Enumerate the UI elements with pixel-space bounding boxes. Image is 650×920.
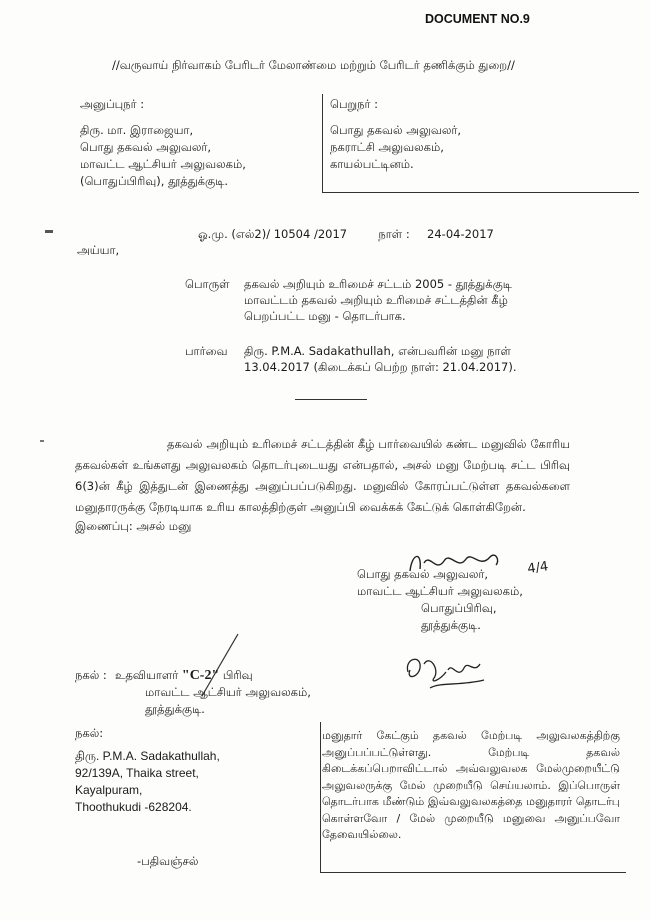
sender-line: திரு. மா. இராஜையா, [80, 123, 194, 137]
document-number: DOCUMENT NO.9 [425, 12, 530, 26]
subject-label: பொருள் [185, 277, 230, 291]
signature-block [357, 566, 557, 634]
reference-line [198, 226, 494, 243]
copy-clerk-section: "C-2" [181, 668, 220, 683]
copy-clerk-prefix: உதவியாளர் [115, 668, 179, 682]
recipient-line: பொது தகவல் அலுவலர், [330, 123, 462, 137]
signature-line: பொதுப்பிரிவு, [421, 601, 497, 615]
sender-line: மாவட்ட ஆட்சியர் அலுவலகம், [80, 157, 246, 171]
copy-clerk-suffix: பிரிவு [222, 668, 253, 682]
sender-block [80, 96, 280, 190]
department-header: //வருவாய் நிர்வாகம் பேரிடர் மேலாண்மை மற்றும் பேரிடர் தணிக்கும் துறை// [112, 58, 515, 72]
signature-line: மாவட்ட ஆட்சியர் அலுவலகம், [357, 584, 523, 598]
separator-line [295, 399, 367, 400]
enclosure-note: இணைப்பு: அசல் மனு [75, 519, 192, 533]
scan-mark [40, 440, 44, 442]
copy-clerk-line: மாவட்ட ஆட்சியர் அலுவலகம், [145, 685, 311, 699]
note-text: மனுதார் கேட்கும் தகவல் மேற்படி அலுவலகத்திற்கு அனுப்பப்பட்டுள்ளது. மேற்படி தகவல் கிடைக்கப்பெறாவிட்டால் அவ்வலுவலக மேல்முறையீட்டு அலுவலருக்கு மேல் முறையீடு செய்யலாம். இப்பொருள் தொடர்பாக மீண்டும் இவ்வலுவலகத்தை மனுதாரர் தொடர்பு கொள்ளவோ / மேல் முறையீடு மனுவை அனுப்பவோ தேவையில்லை. [322, 729, 620, 841]
reference-date: 24-04-2017 [427, 227, 494, 241]
copy-label: நகல்: [75, 726, 104, 740]
sender-label: அனுப்புநர் : [80, 97, 145, 111]
salutation: அய்யா, [77, 243, 120, 257]
subject-text: தகவல் அறியும் உரிமைச் சட்டம் 2005 - தூத்துக்குடி மாவட்டம் தகவல் அறியும் உரிமைச் சட்டத்தின் கீழ் பெறப்பட்ட மனு - தொடர்பாக. [244, 277, 512, 323]
signature-date: 4/4 [526, 559, 550, 577]
sender-line: பொது தகவல் அலுவலர், [80, 140, 212, 154]
copy-clerk-line: தூத்துக்குடி. [145, 702, 205, 716]
copy-to-petitioner [75, 725, 325, 816]
petitioner-line: 92/139A, Thaika street, [75, 766, 199, 780]
letter-body: தகவல் அறியும் உரிமைச் சட்டத்தின் கீழ் பார்வையில் கண்ட மனுவில் கோரிய தகவல்கள் உங்களது அலுவலகம் தொடர்புடையது என்பதால், அசல் மனு மேற்படி சட்ட பிரிவு 6(3)ன் கீழ் இத்துடன் இணைத்து அனுப்பப்படுகிறது. மனுவில் கோரப்பட்டுள்ள தகவல்களை மனுதாரருக்கு நேரடியாக உரிய காலத்திற்குள் அனுப்பி வைக்கக் கேட்டுக் கொள்கிறேன். [75, 437, 570, 514]
reference-number: ஓ.மு. (எல்2)/ 10504 /2017 [198, 227, 348, 241]
initials-scribble [400, 650, 495, 700]
reference-letter-label: பார்வை [185, 344, 228, 358]
recipient-label: பெறுநர் : [330, 97, 379, 111]
petitioner-line: Thoothukudi -628204. [75, 800, 192, 814]
recipient-line: காயல்பட்டினம். [330, 157, 414, 171]
signature-line: தூத்துக்குடி. [421, 618, 481, 632]
recipient-block [330, 96, 550, 173]
signature-line: பொது தகவல் அலுவலர், [357, 567, 489, 581]
scan-mark [45, 230, 53, 233]
recipient-line: நகராட்சி அலுவலகம், [330, 140, 444, 154]
petitioner-line: Kayalpuram, [75, 783, 143, 797]
copy-to-clerk [115, 667, 355, 718]
petitioner-line: திரு. P.M.A. Sadakathullah, [75, 749, 220, 763]
sender-line: (பொதுப்பிரிவு), தூத்துக்குடி. [80, 174, 229, 188]
copy-label: நகல் : [75, 668, 107, 682]
date-label: நாள் : [378, 227, 410, 241]
reference-letter-text: திரு. P.M.A. Sadakathullah, என்பவரின் மனு நாள் 13.04.2017 (கிடைக்கப் பெற்ற நாள்: 21.04.2017). [244, 344, 517, 374]
dispatch-mode: -பதிவஞ்சல் [137, 854, 199, 868]
